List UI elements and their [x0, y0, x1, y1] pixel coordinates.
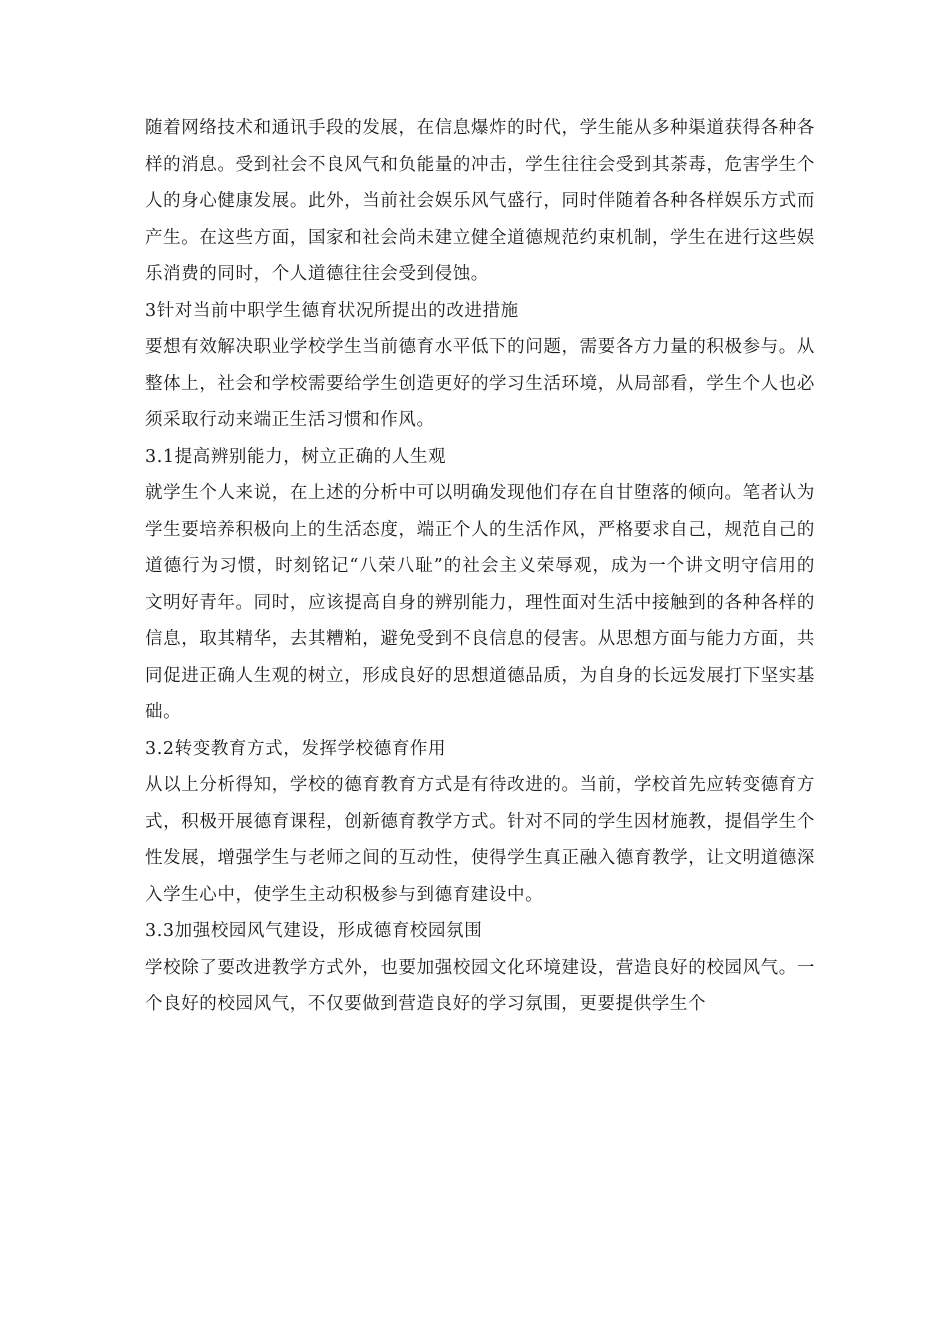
paragraph-discernment: 就学生个人来说，在上述的分析中可以明确发现他们存在自甘堕落的倾向。笔者认为学生要培养积极向上的生活态度，端正个人的生活作风，严格要求自己，规范自己的道德行为习惯，时刻铭记“八荣八耻”的社会主义荣辱观，成为一个讲文明守信用的文明好青年。同时，应该提高自身的辨别能力，理性面对生活中接触到的各种各样的信息，取其精华，去其糟粕，避免受到不良信息的侵害。从思想方面与能力方面，共同促进正确人生观的树立，形成良好的思想道德品质，为自身的长远发展打下坚实基础。 — [145, 483, 815, 722]
section-heading-3-2: 3.2转变教育方式，发挥学校德育作用 — [145, 738, 447, 759]
section-heading-3-1: 3.1提高辨别能力，树立正确的人生观 — [145, 446, 447, 467]
paragraph-improvement-intro: 要想有效解决职业学校学生当前德育水平低下的问题，需要各方力量的积极参与。从整体上，社会和学校需要给学生创造更好的学习生活环境，从局部看，学生个人也必须采取行动来端正生活习惯和作风。 — [145, 337, 815, 430]
section-heading-3: 3针对当前中职学生德育状况所提出的改进措施 — [145, 300, 519, 321]
section-heading-3-3: 3.3加强校园风气建设，形成德育校园氛围 — [145, 921, 483, 941]
document-body — [145, 110, 815, 1023]
paragraph-campus-atmosphere: 学校除了要改进教学方式外，也要加强校园文化环境建设，营造良好的校园风气。一个良好的校园风气，不仅要做到营造良好的学习氛围，更要提供学生个 — [145, 957, 815, 1014]
paragraph-network-influence: 随着网络技术和通讯手段的发展，在信息爆炸的时代，学生能从多种渠道获得各种各样的消息。受到社会不良风气和负能量的冲击，学生往往会受到其荼毒，危害学生个人的身心健康发展。此外，当前社会娱乐风气盛行，同时伴随着各种各样娱乐方式而产生。在这些方面，国家和社会尚未建立健全道德规范约束机制，学生在进行这些娱乐消费的同时，个人道德往往会受到侵蚀。 — [145, 118, 815, 284]
paragraph-teaching-methods: 从以上分析得知，学校的德育教育方式是有待改进的。当前，学校首先应转变德育方式，积极开展德育课程，创新德育教学方式。针对不同的学生因材施教，提倡学生个性发展，增强学生与老师之间的互动性，使得学生真正融入德育教学，让文明道德深入学生心中，使学生主动积极参与到德育建设中。 — [145, 775, 815, 905]
